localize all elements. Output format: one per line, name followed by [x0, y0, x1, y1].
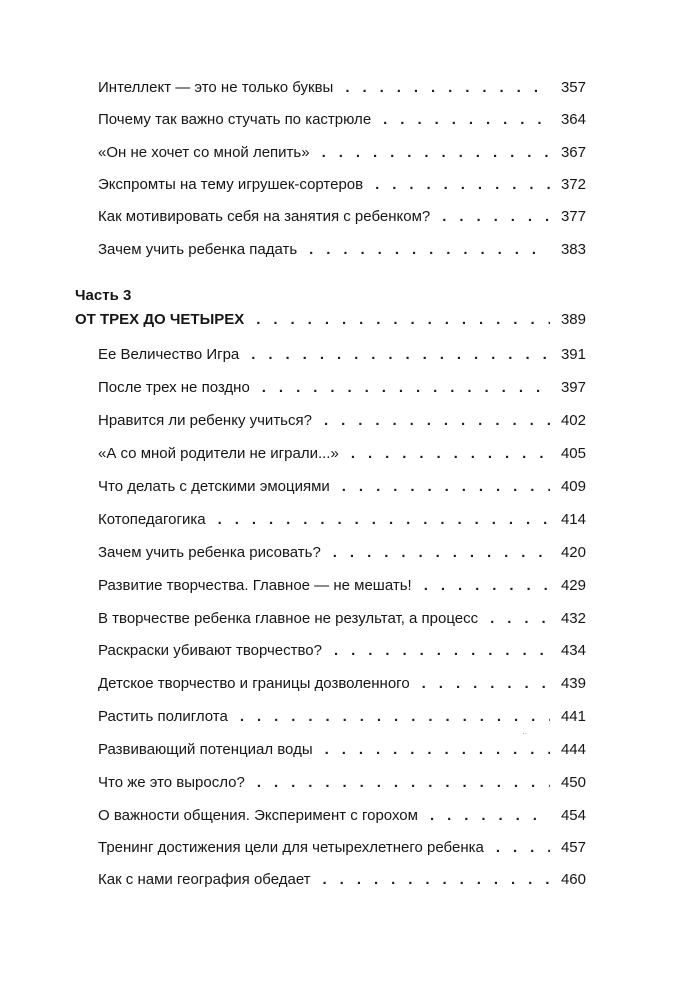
toc-dot-leader: [333, 543, 550, 563]
toc-page-number: 372: [560, 176, 586, 193]
toc-page-number: 357: [560, 79, 586, 96]
toc-entry-title: Экспромты на тему игрушек-сортеров: [98, 176, 364, 193]
toc-dot-leader: [351, 444, 550, 464]
toc-dot-leader: [262, 378, 550, 398]
toc-entry: [98, 609, 586, 631]
toc-entry-title: Котопедагогика: [98, 511, 206, 528]
toc-entry-title: Что делать с детскими эмоциями: [98, 478, 330, 495]
toc-page-number: 389: [560, 311, 586, 328]
toc-page-number: 364: [560, 111, 586, 128]
toc-entry-title: Зачем учить ребенка рисовать?: [98, 544, 321, 561]
toc-dot-leader: [218, 510, 550, 530]
toc-dot-leader: [422, 674, 550, 694]
toc-dot-leader: [251, 345, 550, 365]
toc-entry-title: В творчестве ребенка главное не результат, а процесс: [98, 610, 479, 627]
toc-dot-leader: [345, 78, 550, 98]
toc-dot-leader: [424, 576, 550, 596]
toc-page-number: 441: [560, 708, 586, 725]
part-title-entry: [75, 310, 586, 332]
toc-dot-leader: [324, 411, 550, 431]
toc-entry: [98, 345, 586, 367]
toc-entry: [98, 838, 586, 860]
toc-dot-leader: [375, 175, 550, 195]
toc-entry-title: «А со мной родители не играли...»: [98, 445, 339, 462]
toc-page-number: 450: [560, 774, 586, 791]
toc-entry: [98, 378, 586, 400]
toc-entry: [98, 110, 586, 132]
toc-dot-leader: [325, 740, 550, 760]
toc-entry: [98, 543, 586, 565]
toc-page-number: 432: [560, 610, 586, 627]
toc-dot-leader: [309, 240, 550, 260]
toc-page-number: 367: [560, 144, 586, 161]
toc-page-number: 444: [560, 741, 586, 758]
toc-page-number: 402: [560, 412, 586, 429]
toc-entry: [98, 870, 586, 892]
toc-page-number: 377: [560, 208, 586, 225]
toc-entry: [98, 510, 586, 532]
toc-entry: [98, 773, 586, 795]
toc-entry: [98, 806, 586, 828]
toc-entry-title: Развивающий потенциал воды: [98, 741, 313, 758]
toc-dot-leader: [342, 477, 550, 497]
toc-dot-leader: [240, 707, 550, 727]
toc-entry: [98, 444, 586, 466]
toc-dot-leader: [334, 641, 550, 661]
toc-entry: [98, 78, 586, 100]
toc-page-number: 460: [560, 871, 586, 888]
toc-entry-title: Ее Величество Игра: [98, 346, 240, 363]
toc-entry-title: Раскраски убивают творчество?: [98, 642, 322, 659]
toc-entry: [98, 477, 586, 499]
toc-page-number: 397: [560, 379, 586, 396]
toc-page-number: 409: [560, 478, 586, 495]
toc-dot-leader: [323, 870, 550, 890]
toc-page-number: 405: [560, 445, 586, 462]
scan-speck: ··: [522, 729, 528, 738]
toc-entry-title: Как мотивировать себя на занятия с ребенком?: [98, 208, 431, 225]
toc-entry: [98, 674, 586, 696]
toc-page-number: 457: [560, 839, 586, 856]
toc-entry: [98, 143, 586, 165]
toc-dot-leader: [442, 207, 550, 227]
toc-dot-leader: [256, 310, 550, 330]
toc-entry: [98, 240, 586, 262]
toc-entry: [98, 641, 586, 663]
part-label: Часть 3: [75, 287, 132, 304]
toc-dot-leader: [496, 838, 550, 858]
toc-entry: [98, 411, 586, 433]
toc-entry: [98, 740, 586, 762]
toc-entry-title: Растить полиглота: [98, 708, 228, 725]
part-title: ОТ ТРЕХ ДО ЧЕТЫРЕХ: [75, 311, 245, 328]
toc-entry-title: Почему так важно стучать по кастрюле: [98, 111, 372, 128]
toc-dot-leader: [490, 609, 550, 629]
toc-entry-title: Тренинг достижения цели для четырехлетнего ребенка: [98, 839, 484, 856]
toc-entry: [98, 707, 586, 729]
toc-entry-title: О важности общения. Эксперимент с горохом: [98, 807, 418, 824]
toc-page-number: 439: [560, 675, 586, 692]
toc-entry-title: Нравится ли ребенку учиться?: [98, 412, 312, 429]
toc-page-number: 383: [560, 241, 586, 258]
toc-dot-leader: [430, 806, 550, 826]
toc-dot-leader: [322, 143, 550, 163]
toc-page-number: 420: [560, 544, 586, 561]
toc-entry: [98, 576, 586, 598]
toc-entry-title: Развитие творчества. Главное — не мешать!: [98, 577, 412, 594]
toc-page-number: 454: [560, 807, 586, 824]
toc-entry-title: Что же это выросло?: [98, 774, 245, 791]
toc-entry-title: Детское творчество и границы дозволенного: [98, 675, 410, 692]
toc-entry-title: «Он не хочет со мной лепить»: [98, 144, 310, 161]
toc-page-number: 434: [560, 642, 586, 659]
toc-dot-leader: [257, 773, 550, 793]
toc-entry: [98, 207, 586, 229]
toc-entry-title: Зачем учить ребенка падать: [98, 241, 298, 258]
toc-page-number: 414: [560, 511, 586, 528]
toc-dot-leader: [383, 110, 550, 130]
toc-entry-title: Как с нами география обедает: [98, 871, 311, 888]
toc-entry: [98, 175, 586, 197]
toc-entry-title: После трех не поздно: [98, 379, 250, 396]
toc-page-number: 391: [560, 346, 586, 363]
toc-entry-title: Интеллект — это не только буквы: [98, 79, 334, 96]
toc-page-number: 429: [560, 577, 586, 594]
